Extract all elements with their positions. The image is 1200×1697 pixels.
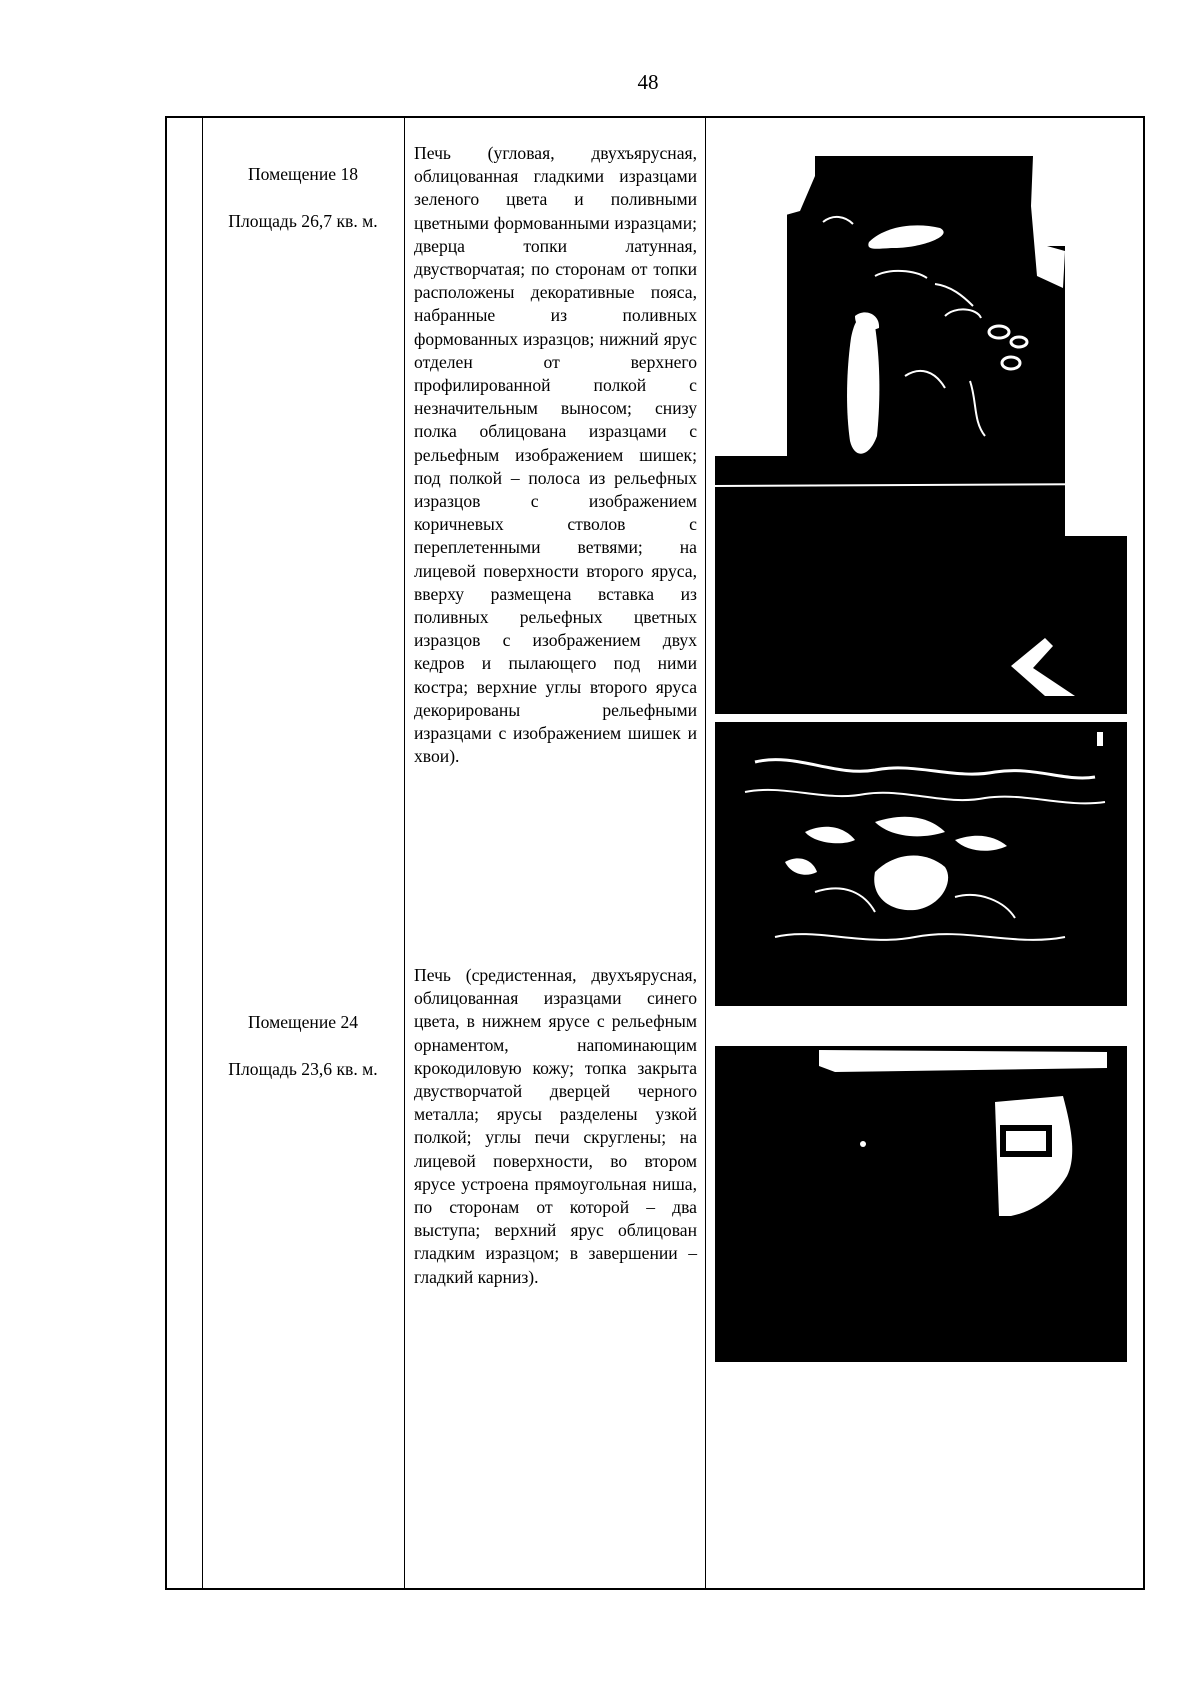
room-area: Площадь 23,6 кв. м. bbox=[228, 1058, 378, 1079]
room-name: Помещение 18 bbox=[247, 164, 359, 185]
inventory-table bbox=[165, 116, 1145, 1590]
stove-photo-room-18 bbox=[715, 156, 1127, 714]
stove-photo-room-24 bbox=[715, 1046, 1127, 1362]
page-number: 48 bbox=[637, 70, 659, 94]
room-area: Площадь 26,7 кв. м. bbox=[228, 210, 378, 231]
room-name: Помещение 24 bbox=[247, 1012, 359, 1033]
column-divider bbox=[705, 118, 706, 1588]
relief-insert-photo-room-18 bbox=[715, 722, 1127, 1006]
room-18-label bbox=[204, 140, 402, 256]
room-24-description: Печь (средистенная, двухъярусная, облицованная изразцами синего цвета, в нижнем ярусе с рельефным орнаментом, напоминающим крокодиловую кожу; топка закрыта двустворчатой дверцей черного металла; ярусы разделены узкой полкой; углы печи скруглены; на лицевой поверхности, во втором ярусе устроена прямоугольная ниша, по сторонам от которой – два выступа; верхний ярус облицован гладким изразцом; в завершении – гладкий карниз). bbox=[414, 965, 697, 1287]
room-24-label bbox=[204, 988, 402, 1104]
column-divider bbox=[202, 118, 203, 1588]
column-divider bbox=[404, 118, 405, 1588]
room-18-description: Печь (угловая, двухъярусная, облицованная гладкими изразцами зеленого цвета и поливными цветными формованными изразцами; дверца топки латунная, двустворчатая; по сторонам от топки расположены декоративные пояса, набранные из поливных формованных изразцов; нижний ярус отделен от верхнего профилированной полкой с незначительным выносом; снизу полка облицована изразцами с рельефным изображением шишек; под полкой – полоса из рельефных изразцов с изображением коричневых стволов с переплетенными ветвями; на лицевой поверхности второго яруса, вверху размещена вставка из поливных рельефных цветных изразцов с изображением двух кедров и пылающего под ними костра; верхние углы второго яруса декорированы рельефными изразцами с изображением шишек и хвои). bbox=[414, 143, 697, 767]
